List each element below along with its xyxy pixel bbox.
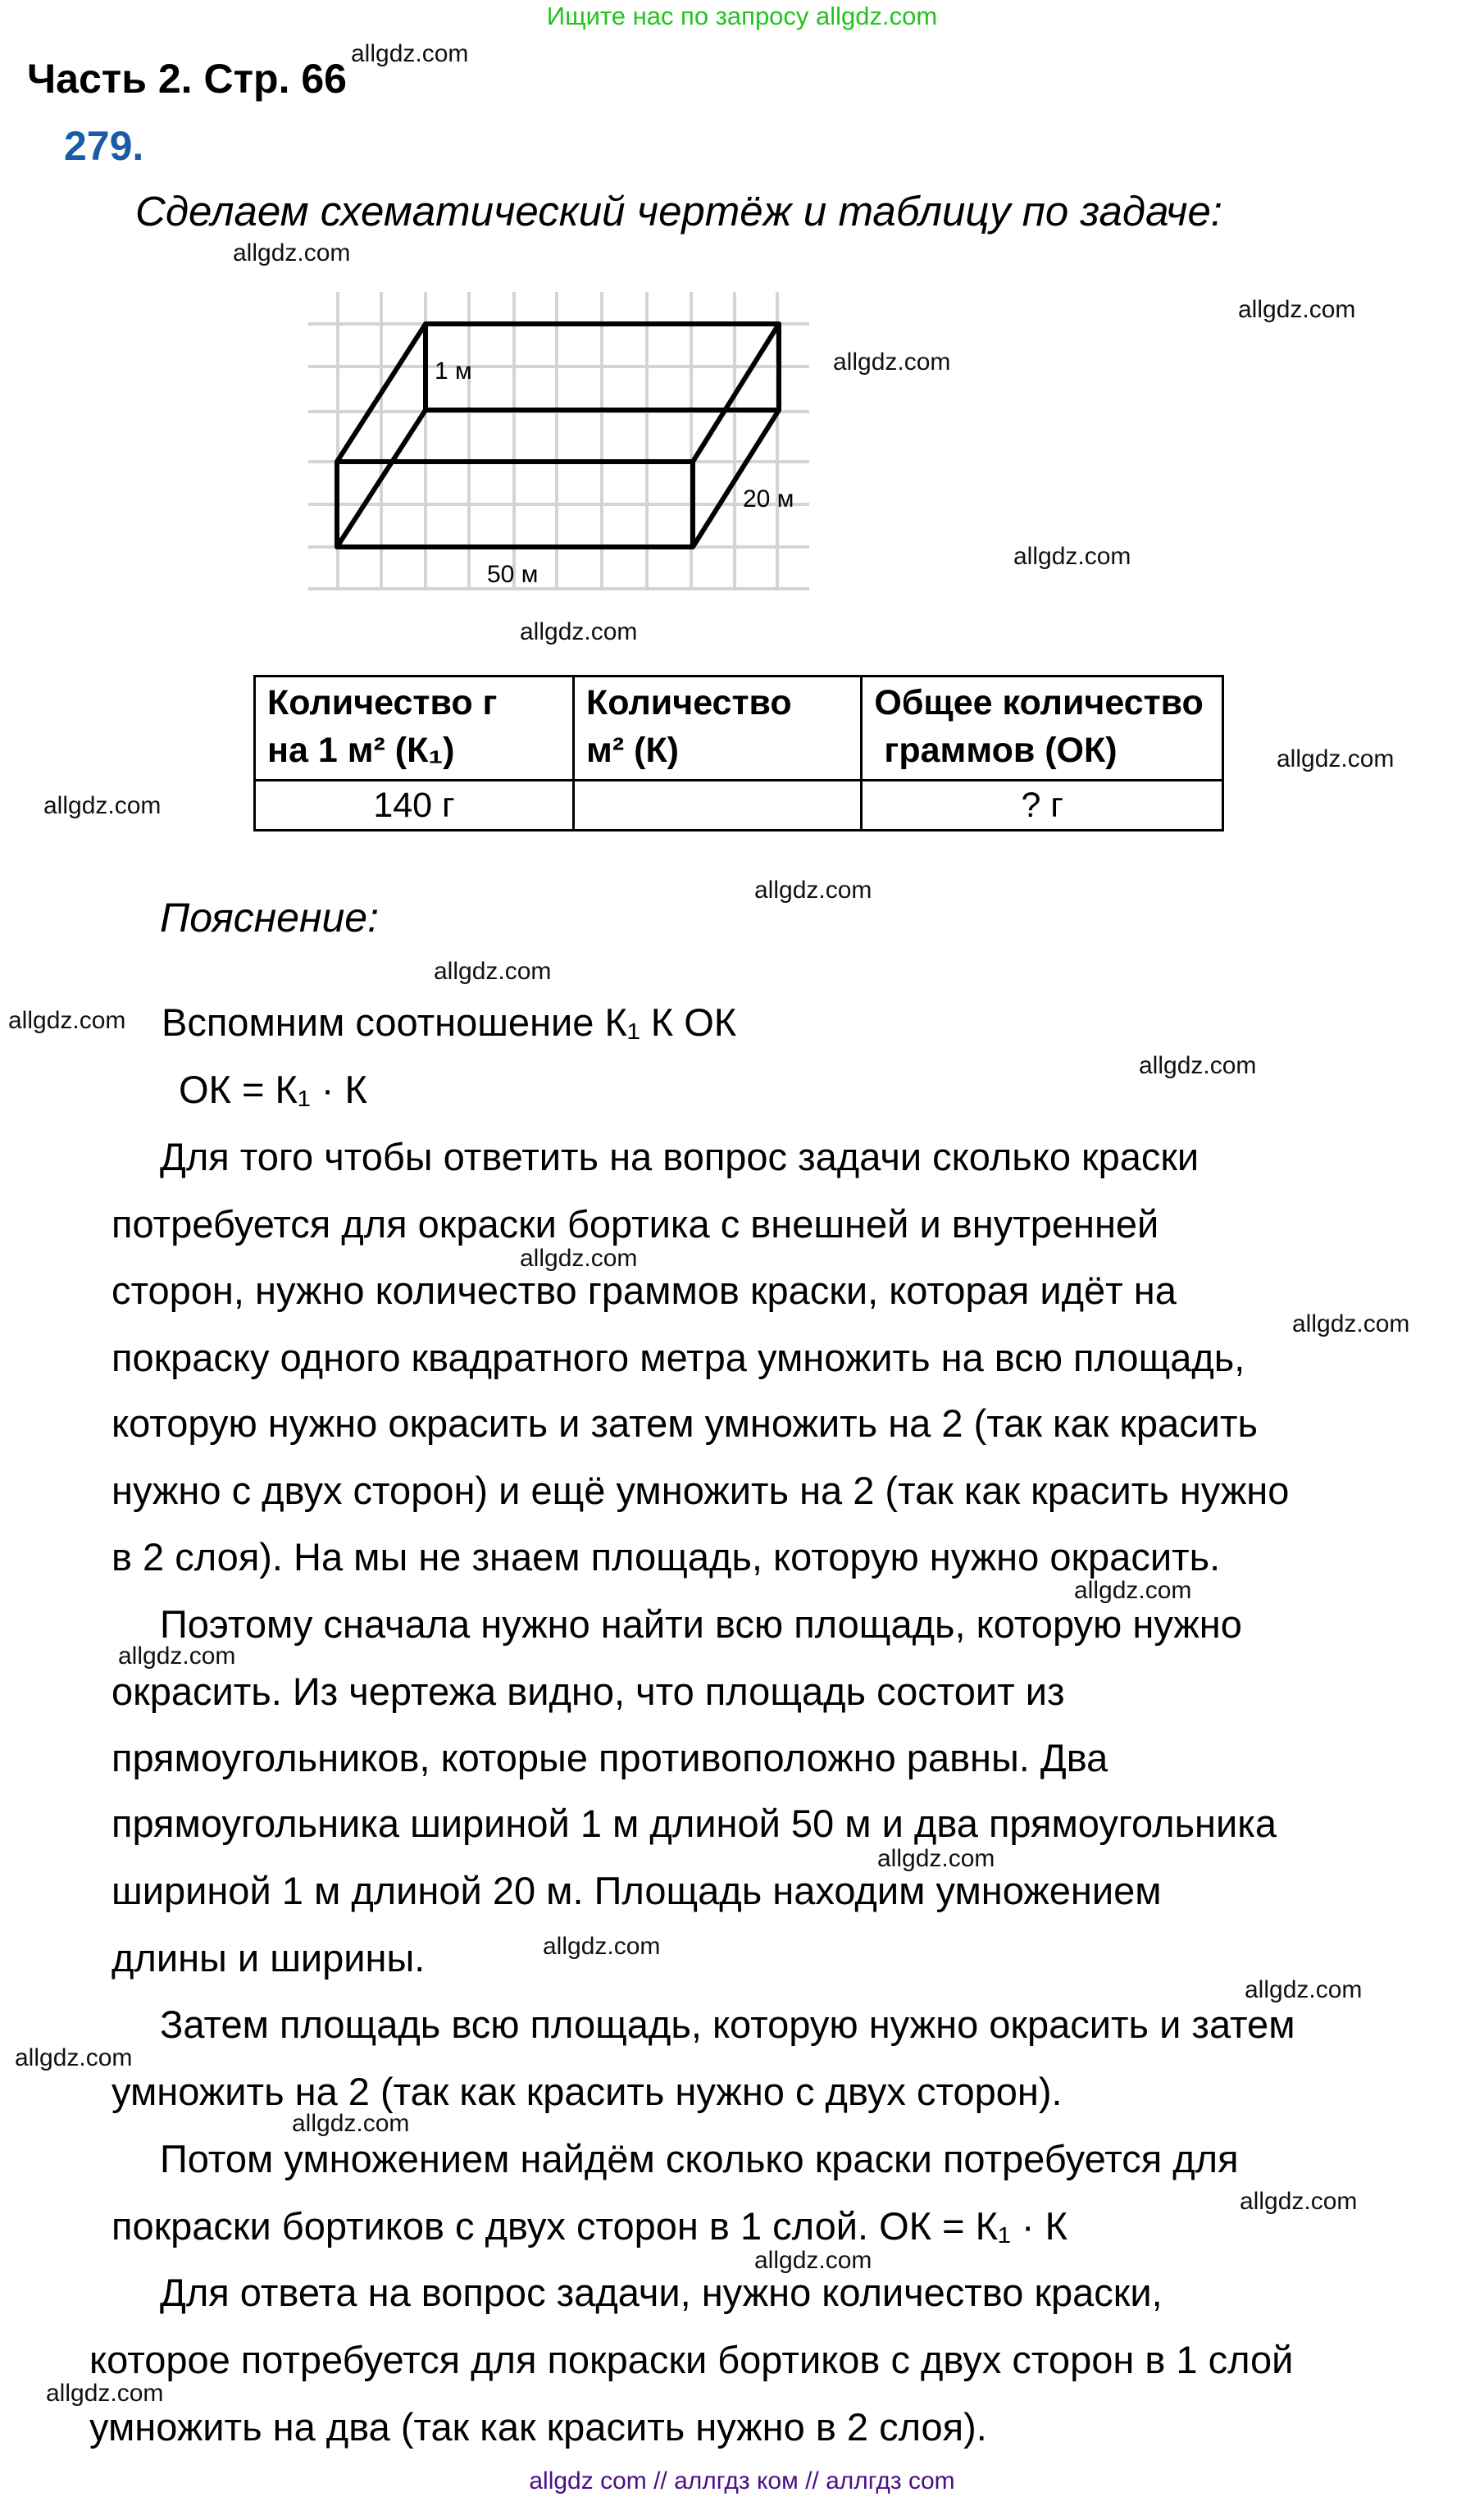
watermark: allgdz.com <box>754 2247 872 2274</box>
watermark: allgdz.com <box>754 877 872 904</box>
header-text: Количество г <box>267 683 498 722</box>
text-line: в 2 слоя). На мы не знаем площадь, которую нужно окрасить. <box>112 1535 1221 1579</box>
text-line: которое потребуется для покраски бортиков с двух сторон в 1 слой <box>89 2338 1294 2381</box>
explanation-title: Пояснение: <box>160 895 379 941</box>
text-line: которую нужно окрасить и затем умножить на 2 (так как красить <box>112 1401 1258 1445</box>
watermark: allgdz.com <box>292 2110 410 2137</box>
text-line: прямоугольников, которые противоположно равны. Два <box>112 1736 1108 1779</box>
box-diagram <box>308 292 809 590</box>
watermark: allgdz.com <box>520 1245 638 1272</box>
text-line: Поэтому сначала нужно найти всю площадь, которую нужно <box>160 1602 1242 1646</box>
text-line: Затем площадь всю площадь, которую нужно окрасить и затем <box>160 2002 1295 2046</box>
watermark: allgdz.com <box>1238 296 1356 323</box>
table-cell: 140 г <box>255 781 574 831</box>
section-heading: Сделаем схематический чертёж и таблицу по задаче: <box>135 188 1222 235</box>
watermark: allgdz.com <box>118 1642 236 1670</box>
text-line: ОК = К₁ · К <box>179 1068 367 1111</box>
text-line: умножить на 2 (так как красить нужно с двух сторон). <box>112 2070 1063 2113</box>
watermark: allgdz.com <box>1277 745 1395 772</box>
data-table <box>253 675 1224 831</box>
text-line: Потом умножением найдём сколько краски потребуется для <box>160 2137 1239 2180</box>
exercise-number: 279. <box>64 123 144 169</box>
text-line: покраску одного квадратного метра умножить на всю площадь, <box>112 1336 1245 1379</box>
watermark: allgdz.com <box>15 2044 133 2071</box>
watermark: allgdz.com <box>1139 1052 1257 1079</box>
table-header-row <box>255 677 1223 781</box>
watermark: allgdz.com <box>8 1007 126 1034</box>
header-text: Количество <box>586 683 792 722</box>
watermark: allgdz.com <box>1013 543 1131 570</box>
height-label: 1 м <box>435 358 472 385</box>
watermark: allgdz.com <box>833 349 951 376</box>
watermark: allgdz.com <box>1240 2188 1358 2215</box>
watermark: allgdz.com <box>43 792 162 819</box>
header-text: Общее количество <box>874 683 1204 722</box>
text-line: шириной 1 м длиной 20 м. Площадь находим умножением <box>112 1869 1162 1912</box>
width-label: 20 м <box>743 485 794 513</box>
text-line: прямоугольника шириной 1 м длиной 50 м и два прямоугольника <box>112 1802 1277 1845</box>
text-line: длины и ширины. <box>112 1936 426 1980</box>
header-text: м² (К) <box>586 731 680 770</box>
watermark: allgdz.com <box>351 40 469 67</box>
header-cell <box>574 677 862 781</box>
table-cell: ? г <box>862 781 1223 831</box>
header-text: граммов (ОК) <box>884 731 1118 770</box>
text-line: Вспомним соотношение К₁ К ОК <box>162 1000 737 1044</box>
text-line: окрасить. Из чертежа видно, что площадь состоит из <box>112 1670 1065 1713</box>
text-line: сторон, нужно количество граммов краски, которая идёт на <box>112 1269 1177 1312</box>
watermark: allgdz.com <box>46 2380 164 2407</box>
text-line: потребуется для окраски бортика с внешней и внутренней <box>112 1202 1159 1246</box>
header-cell <box>255 677 574 781</box>
footer-links[interactable]: allgdz com // аллгдз ком // аллгдз com <box>529 2467 955 2494</box>
watermark: allgdz.com <box>233 239 351 267</box>
watermark: allgdz.com <box>520 618 638 645</box>
text-line: Для того чтобы ответить на вопрос задачи сколько краски <box>160 1135 1199 1178</box>
watermark: allgdz.com <box>434 958 552 985</box>
header-cell <box>862 677 1223 781</box>
page-title: Часть 2. Стр. 66 <box>27 56 347 102</box>
length-label: 50 м <box>487 561 539 588</box>
table-row <box>255 781 1223 831</box>
watermark: allgdz.com <box>1074 1577 1192 1604</box>
text-line: нужно с двух сторон) и ещё умножить на 2 (так как красить нужно <box>112 1469 1290 1512</box>
watermark: allgdz.com <box>1245 1976 1363 2003</box>
table-cell <box>574 781 862 831</box>
watermark: allgdz.com <box>543 1933 661 1960</box>
watermark: allgdz.com <box>877 1845 995 1872</box>
header-text: на 1 м² (К₁) <box>267 731 455 770</box>
watermark: allgdz.com <box>1292 1310 1410 1337</box>
text-line: покраски бортиков с двух сторон в 1 слой. ОК = К₁ · К <box>112 2204 1067 2248</box>
text-line: умножить на два (так как красить нужно в 2 слоя). <box>89 2405 987 2449</box>
search-banner: Ищите нас по запросу allgdz.com <box>546 2 938 30</box>
text-line: Для ответа на вопрос задачи, нужно количество краски, <box>160 2271 1163 2314</box>
